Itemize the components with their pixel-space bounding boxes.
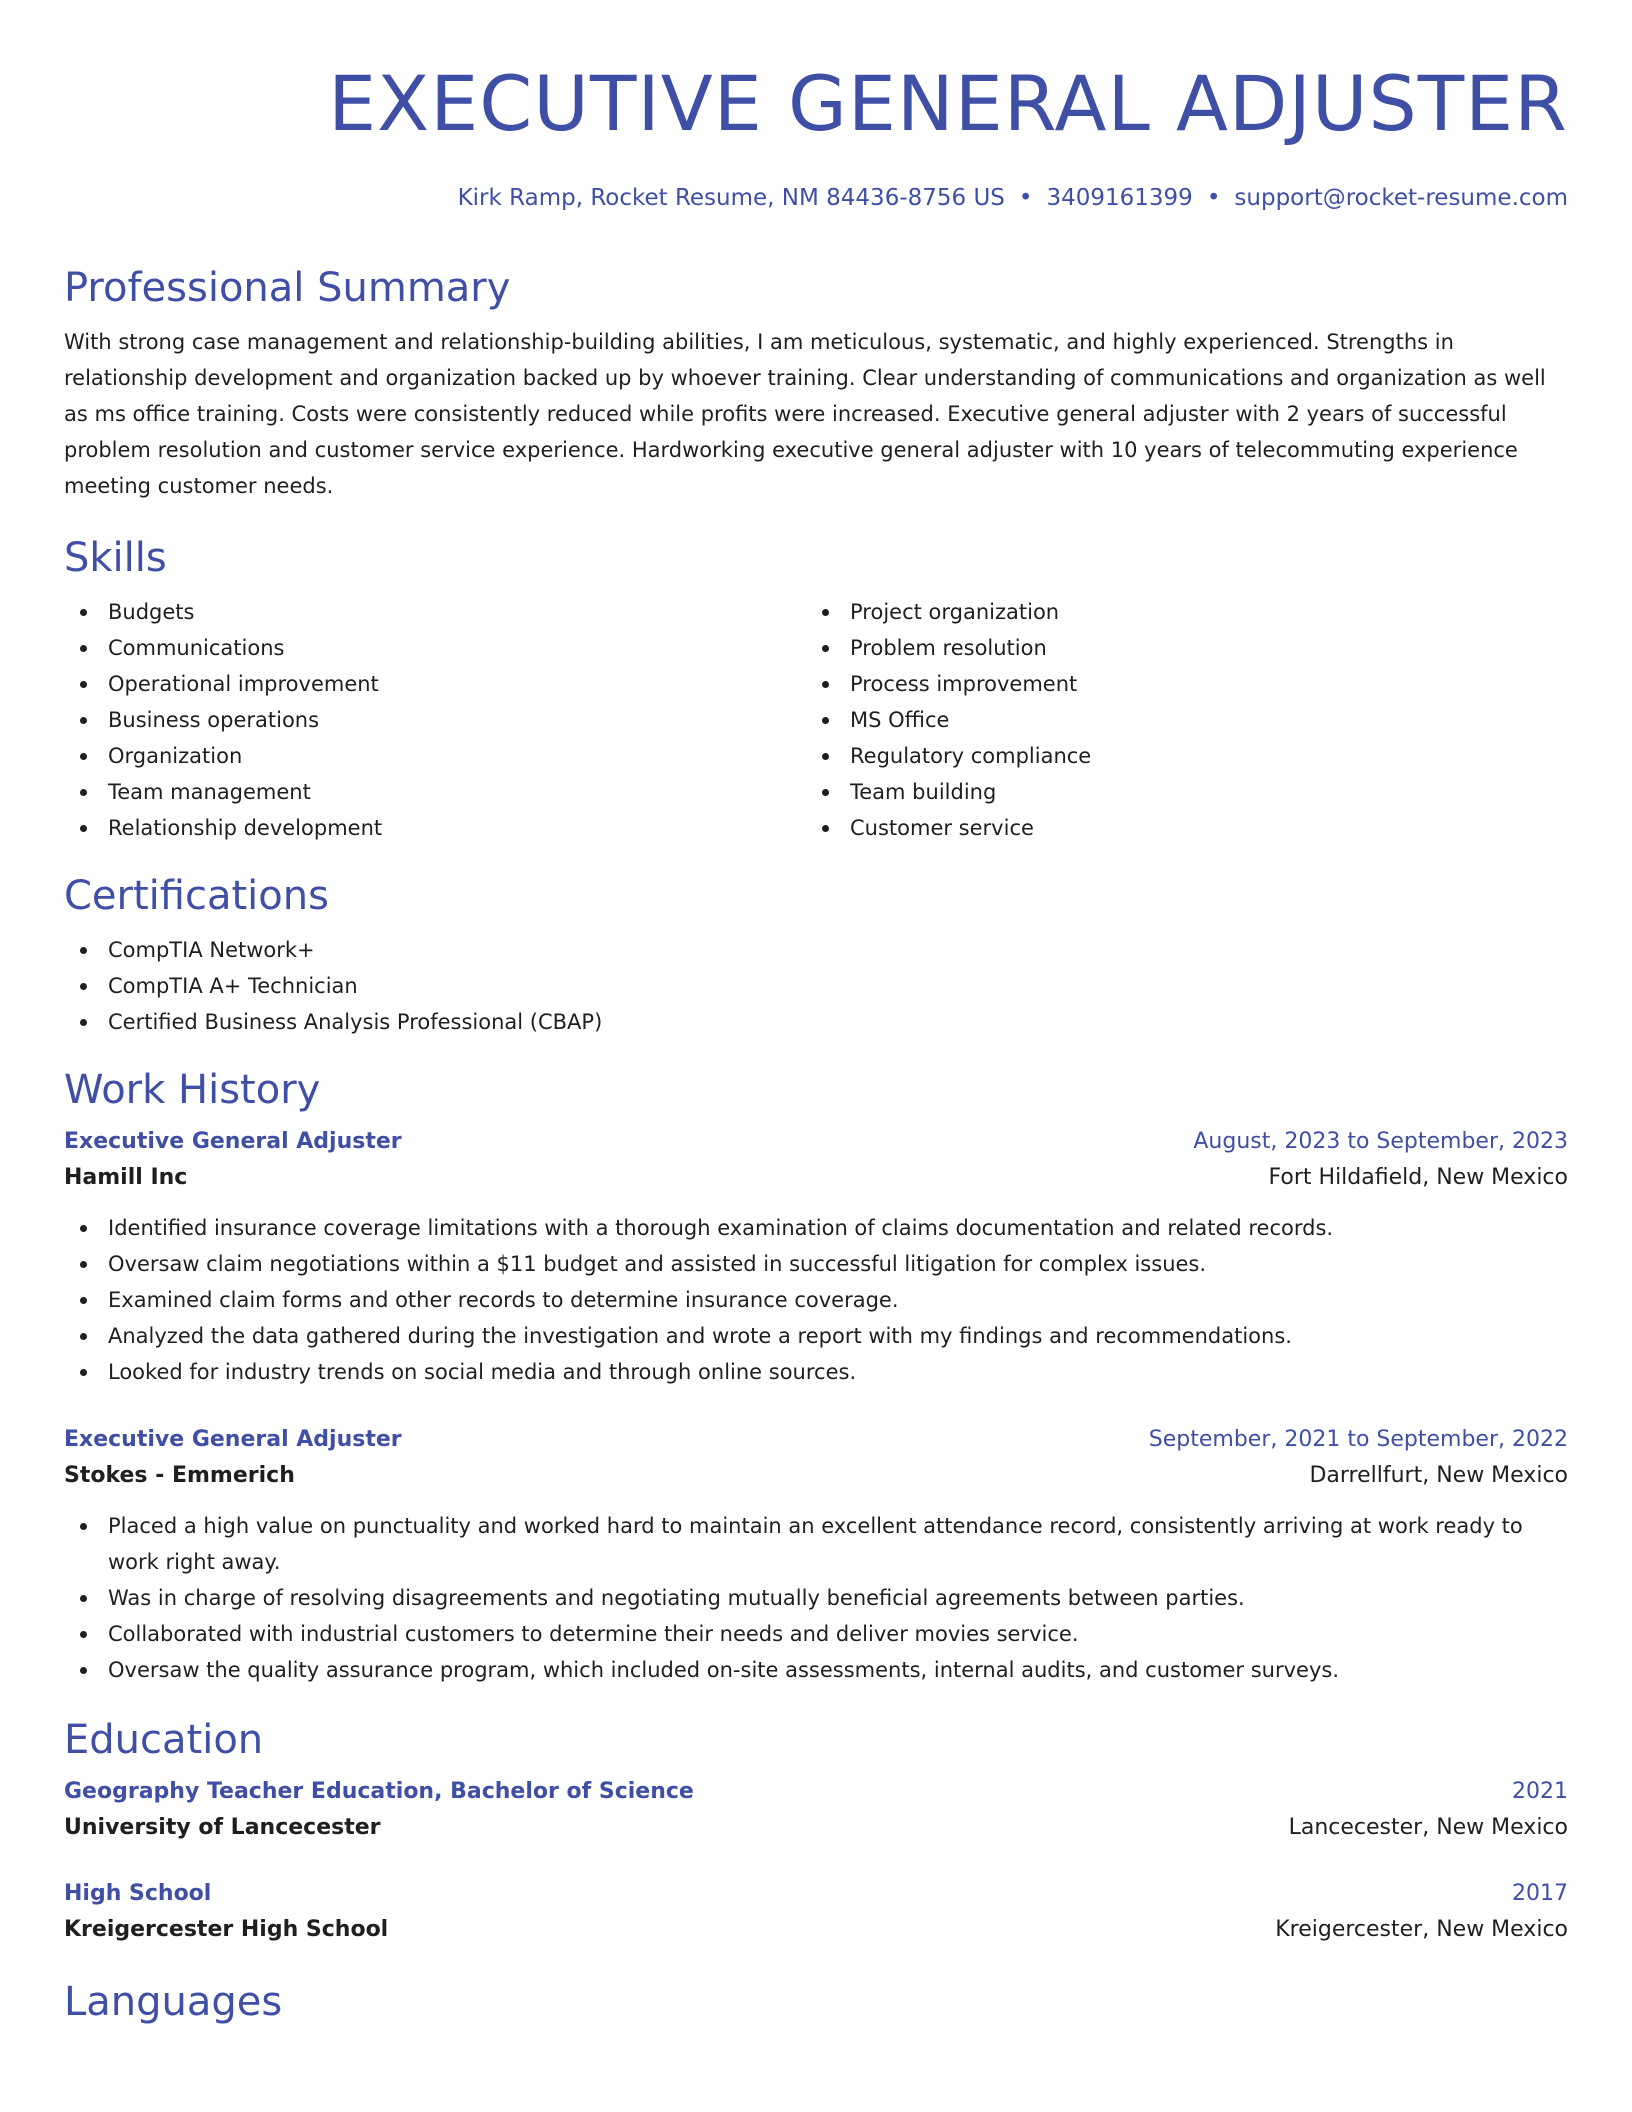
skills-column-left xyxy=(64,594,806,846)
job-header xyxy=(64,1422,1568,1458)
job-bullet: Placed a high value on punctuality and worked hard to maintain an excellent attendance record, consistently arriving at work ready to work right away. xyxy=(64,1508,1568,1580)
resume-page xyxy=(64,0,1568,2028)
contact-address: Kirk Ramp, Rocket Resume, NM 84436-8756 US xyxy=(457,185,1005,211)
job-subheader xyxy=(64,1458,1568,1494)
job-dates: September, 2021 to September, 2022 xyxy=(1148,1427,1568,1452)
job-bullet: Oversaw the quality assurance program, which included on-site assessments, internal audits, and customer surveys. xyxy=(64,1652,1568,1688)
job-subheader xyxy=(64,1160,1568,1196)
certification-item: Certified Business Analysis Professional (CBAP) xyxy=(64,1004,1568,1040)
job-location: Darrellfurt, New Mexico xyxy=(1309,1463,1568,1488)
job-bullet: Examined claim forms and other records to determine insurance coverage. xyxy=(64,1282,1568,1318)
education-year: 2017 xyxy=(1512,1881,1568,1906)
skill-item: Communications xyxy=(64,630,806,666)
skill-item: Project organization xyxy=(806,594,1548,630)
job-header xyxy=(64,1124,1568,1160)
education-subheader xyxy=(64,1810,1568,1846)
section-title-education: Education xyxy=(64,1717,264,1763)
contact-separator: • xyxy=(1018,185,1033,211)
job-dates: August, 2023 to September, 2023 xyxy=(1193,1129,1568,1154)
job-entry xyxy=(64,1422,1568,1688)
section-title-certifications: Certifications xyxy=(64,873,329,919)
education-header xyxy=(64,1876,1568,1912)
skill-item: Regulatory compliance xyxy=(806,738,1548,774)
skill-item: MS Office xyxy=(806,702,1548,738)
section-title-skills: Skills xyxy=(64,535,167,581)
skill-item: Team building xyxy=(806,774,1548,810)
skill-item: Customer service xyxy=(806,810,1548,846)
education-year: 2021 xyxy=(1512,1779,1568,1804)
section-title-languages: Languages xyxy=(64,1979,283,2025)
resume-title: EXECUTIVE GENERAL ADJUSTER xyxy=(328,59,1568,148)
certification-item: CompTIA Network+ xyxy=(64,932,1568,968)
job-bullet: Collaborated with industrial customers to determine their needs and deliver movies service. xyxy=(64,1616,1568,1652)
job-role: Executive General Adjuster xyxy=(64,1427,402,1452)
job-location: Fort Hildafield, New Mexico xyxy=(1268,1165,1568,1190)
skill-item: Problem resolution xyxy=(806,630,1548,666)
certification-item: CompTIA A+ Technician xyxy=(64,968,1568,1004)
skill-item: Operational improvement xyxy=(64,666,806,702)
education-entry xyxy=(64,1876,1568,1948)
education-header xyxy=(64,1774,1568,1810)
job-bullet: Analyzed the data gathered during the investigation and wrote a report with my findings and recommendations. xyxy=(64,1318,1568,1354)
job-entry xyxy=(64,1124,1568,1390)
job-bullet: Identified insurance coverage limitations with a thorough examination of claims documentation and related records. xyxy=(64,1210,1568,1246)
education-school: University of Lancecester xyxy=(64,1815,381,1840)
job-company: Hamill Inc xyxy=(64,1165,188,1190)
job-bullet: Looked for industry trends on social media and through online sources. xyxy=(64,1354,1568,1390)
job-bullets xyxy=(64,1508,1568,1688)
job-bullet: Oversaw claim negotiations within a $11 budget and assisted in successful litigation for complex issues. xyxy=(64,1246,1568,1282)
section-title-work-history: Work History xyxy=(64,1067,321,1113)
skill-item: Relationship development xyxy=(64,810,806,846)
skill-item: Process improvement xyxy=(806,666,1548,702)
education-degree: High School xyxy=(64,1881,212,1906)
skill-item: Organization xyxy=(64,738,806,774)
skill-item: Budgets xyxy=(64,594,806,630)
skill-item: Business operations xyxy=(64,702,806,738)
job-bullets xyxy=(64,1210,1568,1390)
skills-column-right xyxy=(806,594,1548,846)
summary-text: With strong case management and relationship-building abilities, I am meticulous, systematic, and highly experienced. Strengths in relationship development and organization backed up by whoever training. Clear understanding of communications and organization as well as ms office training. Costs were consistently reduced while profits were increased. Executive general adjuster with 2 years of successful problem resolution and customer service experience. Hardworking executive general adjuster with 10 years of telecommuting experience meeting customer needs. xyxy=(64,330,1546,498)
education-subheader xyxy=(64,1912,1568,1948)
job-company: Stokes - Emmerich xyxy=(64,1463,295,1488)
contact-line xyxy=(64,182,1568,214)
skill-item: Team management xyxy=(64,774,806,810)
contact-email[interactable]: support@rocket-resume.com xyxy=(1234,185,1568,211)
section-title-summary: Professional Summary xyxy=(64,265,511,311)
education-degree: Geography Teacher Education, Bachelor of Science xyxy=(64,1779,694,1804)
education-entry xyxy=(64,1774,1568,1846)
certifications-list xyxy=(64,932,1568,1040)
skills-list xyxy=(64,594,1568,846)
contact-separator: • xyxy=(1206,185,1221,211)
contact-phone: 3409161399 xyxy=(1046,185,1193,211)
education-location: Kreigercester, New Mexico xyxy=(1275,1917,1568,1942)
job-role: Executive General Adjuster xyxy=(64,1129,402,1154)
job-bullet: Was in charge of resolving disagreements and negotiating mutually beneficial agreements between parties. xyxy=(64,1580,1568,1616)
education-location: Lancecester, New Mexico xyxy=(1288,1815,1568,1840)
education-school: Kreigercester High School xyxy=(64,1917,389,1942)
